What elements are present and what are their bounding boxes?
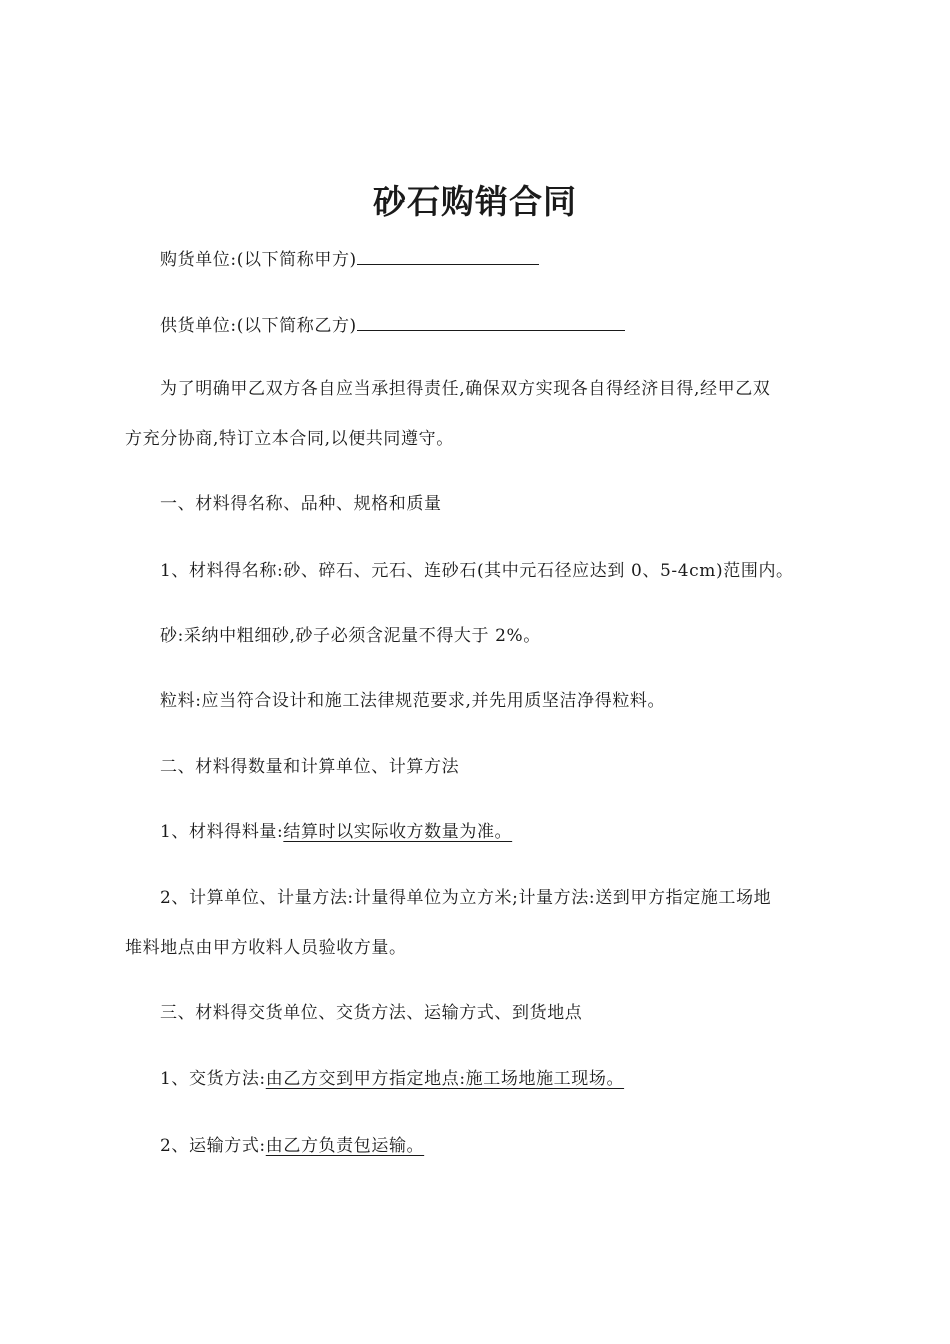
document-title: 砂石购销合同 <box>373 182 577 221</box>
section2-item1-label: 1、材料得料量: <box>160 822 284 842</box>
supplier-blank-field[interactable] <box>357 312 625 331</box>
intro-paragraph-line2: 方充分协商,特订立本合同,以便共同遵守。 <box>125 429 454 449</box>
section3-item2-value: 由乙方负责包运输。 <box>265 1136 425 1156</box>
section3-item1 <box>160 1067 624 1091</box>
section1-item1: 1、材料得名称:砂、碎石、元石、连砂石(其中元石径应达到 0、5-4cm)范围内。 <box>160 561 794 581</box>
section1-sand: 砂:采纳中粗细砂,砂子必须含泥量不得大于 2%。 <box>160 626 541 646</box>
section3-item1-label: 1、交货方法: <box>160 1069 266 1089</box>
buyer-label: 购货单位:(以下简称甲方) <box>160 250 357 270</box>
section3-item2-label: 2、运输方式: <box>160 1136 266 1156</box>
section1-heading: 一、材料得名称、品种、规格和质量 <box>160 494 442 514</box>
section2-item1-value: 结算时以实际收方数量为准。 <box>283 822 513 842</box>
buyer-line <box>160 246 539 272</box>
section2-item2-line2: 堆料地点由甲方收料人员验收方量。 <box>125 938 407 958</box>
intro-paragraph-line1: 为了明确甲乙双方各自应当承担得责任,确保双方实现各自得经济目得,经甲乙双 <box>160 379 771 399</box>
supplier-line <box>160 312 625 338</box>
section1-aggregate: 粒料:应当符合设计和施工法律规范要求,并先用质坚洁净得粒料。 <box>160 691 666 711</box>
section2-item2-line1: 2、计算单位、计量方法:计量得单位为立方米;计量方法:送到甲方指定施工场地 <box>160 888 772 908</box>
section2-heading: 二、材料得数量和计算单位、计算方法 <box>160 757 460 777</box>
supplier-label: 供货单位:(以下简称乙方) <box>160 316 357 336</box>
buyer-blank-field[interactable] <box>357 246 539 265</box>
section3-item1-value: 由乙方交到甲方指定地点:施工场地施工现场。 <box>265 1069 625 1089</box>
section3-item2 <box>160 1134 424 1158</box>
section2-item1 <box>160 820 512 844</box>
section3-heading: 三、材料得交货单位、交货方法、运输方式、到货地点 <box>160 1003 583 1023</box>
